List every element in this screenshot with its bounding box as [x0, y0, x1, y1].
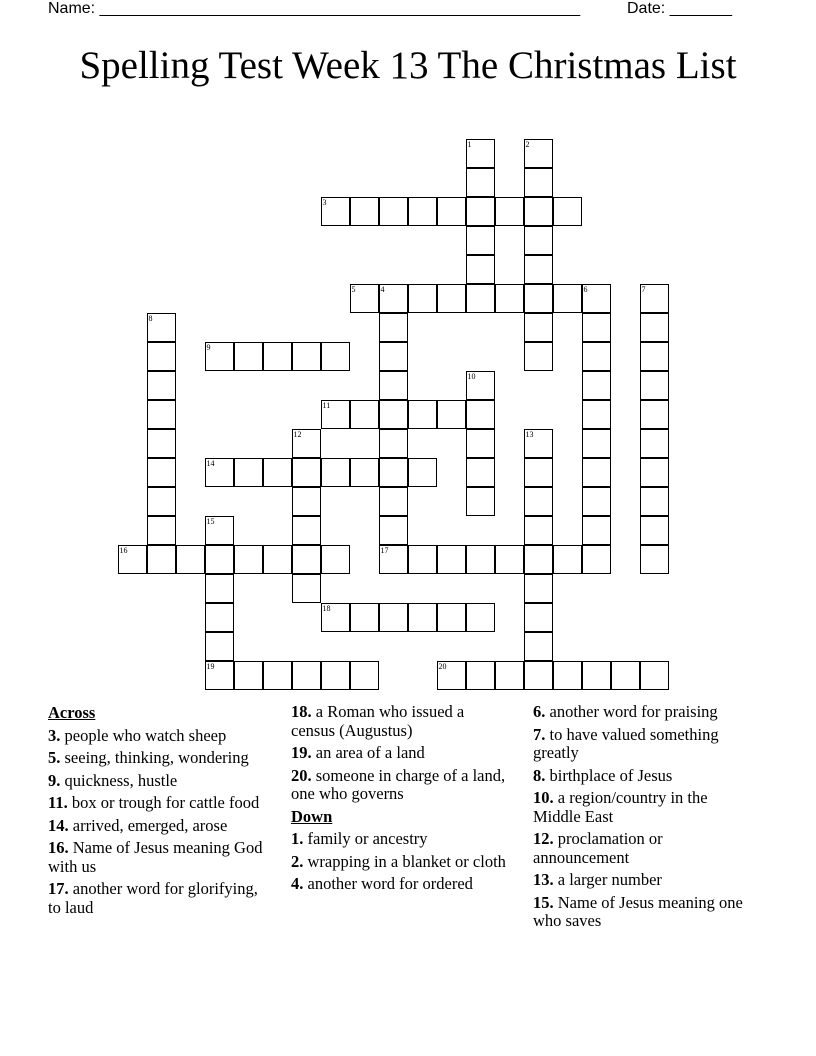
grid-cell[interactable] — [524, 516, 553, 545]
grid-cell[interactable] — [582, 661, 611, 690]
grid-cell[interactable] — [640, 487, 669, 516]
grid-cell[interactable] — [379, 545, 408, 574]
grid-cell[interactable] — [640, 342, 669, 371]
grid-cell[interactable] — [640, 661, 669, 690]
cell-number: 3 — [322, 197, 327, 207]
grid-cell[interactable] — [437, 400, 466, 429]
grid-cell[interactable] — [350, 603, 379, 632]
grid-cell[interactable] — [321, 458, 350, 487]
grid-cell[interactable] — [582, 429, 611, 458]
cell-number: 12 — [293, 429, 302, 439]
clues-column-1 — [48, 703, 263, 921]
grid-cell[interactable] — [495, 661, 524, 690]
grid-cell[interactable] — [292, 661, 321, 690]
clue-across-5: 5. seeing, thinking, wondering — [48, 748, 249, 767]
grid-cell[interactable] — [205, 458, 234, 487]
grid-cell[interactable] — [466, 226, 495, 255]
grid-cell[interactable] — [292, 429, 321, 458]
grid-cell[interactable] — [582, 400, 611, 429]
clue-across-3: 3. people who watch sheep — [48, 725, 227, 745]
grid-cell[interactable] — [408, 545, 437, 574]
clue-across-9: 9. quickness, hustle — [48, 770, 178, 790]
grid-cell[interactable] — [437, 545, 466, 574]
grid-cell[interactable] — [524, 632, 553, 661]
grid-cell[interactable] — [582, 284, 611, 313]
grid-cell[interactable] — [292, 516, 321, 545]
grid-cell[interactable] — [379, 197, 408, 226]
grid-cell[interactable] — [524, 545, 553, 574]
page-title: Spelling Test Week 13 The Christmas List — [79, 44, 737, 87]
grid-cell[interactable] — [147, 458, 176, 487]
clue-across-11: 11. box or trough for cattle food — [48, 793, 260, 812]
grid-cell[interactable] — [379, 429, 408, 458]
clue-down-6: 6. another word for praising — [533, 702, 718, 721]
clue-across-17: 17. another word for glorifying, to laud — [48, 879, 258, 917]
grid-cell[interactable] — [582, 371, 611, 400]
grid-cell[interactable] — [147, 313, 176, 342]
grid-cell[interactable] — [408, 458, 437, 487]
clue-across-16: 16. Name of Jesus meaning God with us — [48, 838, 263, 876]
grid-cell[interactable] — [524, 226, 553, 255]
grid-cell[interactable] — [234, 661, 263, 690]
grid-cell[interactable] — [379, 603, 408, 632]
cell-number: 9 — [206, 342, 211, 352]
grid-cell[interactable] — [466, 545, 495, 574]
grid-cell[interactable] — [524, 661, 553, 690]
clue-down-10: 10. a region/country in the Middle East — [533, 788, 708, 826]
grid-cell[interactable] — [408, 284, 437, 313]
clue-down-15: 15. Name of Jesus meaning one who saves — [533, 892, 743, 930]
grid-cell[interactable] — [437, 197, 466, 226]
grid-cell[interactable] — [408, 400, 437, 429]
date-field[interactable]: Date: _______ — [627, 0, 732, 17]
clue-across-14: 14. arrived, emerged, arose — [48, 815, 228, 835]
clue-across-19: 19. an area of a land — [291, 743, 425, 762]
grid-cell[interactable] — [466, 429, 495, 458]
cell-number: 8 — [148, 313, 153, 323]
grid-cell[interactable] — [321, 197, 350, 226]
clue-down-4: 4. another word for ordered — [291, 874, 473, 893]
grid-cell[interactable] — [292, 458, 321, 487]
grid-cell[interactable] — [640, 284, 669, 313]
grid-cell[interactable] — [524, 313, 553, 342]
grid-cell[interactable] — [582, 487, 611, 516]
grid-cell[interactable] — [524, 342, 553, 371]
grid-cell[interactable] — [205, 516, 234, 545]
cell-number: 1 — [467, 139, 472, 149]
grid-cell[interactable] — [524, 487, 553, 516]
grid-cell[interactable] — [205, 545, 234, 574]
grid-cell[interactable] — [611, 661, 640, 690]
grid-cell[interactable] — [495, 284, 524, 313]
grid-cell[interactable] — [147, 400, 176, 429]
grid-cell[interactable] — [292, 342, 321, 371]
cell-number: 7 — [641, 284, 646, 294]
grid-cell[interactable] — [321, 661, 350, 690]
grid-cell[interactable] — [263, 342, 292, 371]
name-field[interactable]: Name: ______________________________________________________ — [48, 0, 581, 17]
grid-cell[interactable] — [640, 313, 669, 342]
grid-cell[interactable] — [524, 284, 553, 313]
grid-cell[interactable] — [640, 545, 669, 574]
grid-cell[interactable] — [553, 545, 582, 574]
clues-column-2 — [291, 703, 506, 898]
grid-cell[interactable] — [466, 458, 495, 487]
grid-cell[interactable] — [147, 545, 176, 574]
cell-number: 20 — [438, 661, 447, 671]
grid-cell[interactable] — [640, 429, 669, 458]
grid-cell[interactable] — [234, 545, 263, 574]
grid-cell[interactable] — [292, 487, 321, 516]
grid-cell[interactable] — [379, 371, 408, 400]
grid-cell[interactable] — [379, 458, 408, 487]
cell-number: 15 — [206, 516, 215, 526]
grid-cell[interactable] — [205, 632, 234, 661]
grid-cell[interactable] — [466, 400, 495, 429]
grid-cell[interactable] — [379, 487, 408, 516]
grid-cell[interactable] — [524, 458, 553, 487]
clue-down-2: 2. wrapping in a blanket or cloth — [291, 851, 506, 871]
cell-number: 18 — [322, 603, 331, 613]
cell-number: 6 — [583, 284, 588, 294]
cell-number: 13 — [525, 429, 534, 439]
grid-cell[interactable] — [408, 197, 437, 226]
cell-number: 10 — [467, 371, 476, 381]
clue-down-12: 12. proclamation or announcement — [533, 829, 663, 867]
grid-cell[interactable] — [640, 371, 669, 400]
grid-cell[interactable] — [234, 342, 263, 371]
grid-cell[interactable] — [466, 168, 495, 197]
grid-cell[interactable] — [379, 313, 408, 342]
cell-number: 11 — [322, 400, 331, 410]
grid-cell[interactable] — [205, 574, 234, 603]
grid-cell[interactable] — [321, 342, 350, 371]
grid-cell[interactable] — [147, 516, 176, 545]
grid-cell[interactable] — [495, 197, 524, 226]
grid-cell[interactable] — [147, 342, 176, 371]
grid-cell[interactable] — [408, 603, 437, 632]
grid-cell[interactable] — [292, 574, 321, 603]
cell-number: 5 — [351, 284, 356, 294]
grid-cell[interactable] — [205, 342, 234, 371]
cell-number: 2 — [525, 139, 530, 149]
grid-cell[interactable] — [466, 603, 495, 632]
grid-cell[interactable] — [379, 400, 408, 429]
grid-cell[interactable] — [379, 342, 408, 371]
grid-cell[interactable] — [379, 516, 408, 545]
clue-across-18: 18. a Roman who issued a census (Augustus) — [291, 702, 465, 740]
cell-number: 16 — [119, 545, 128, 555]
grid-cell[interactable] — [524, 429, 553, 458]
grid-cell[interactable] — [176, 545, 205, 574]
grid-cell[interactable] — [263, 661, 292, 690]
grid-cell[interactable] — [553, 661, 582, 690]
grid-cell[interactable] — [147, 429, 176, 458]
grid-cell[interactable] — [466, 139, 495, 168]
grid-cell[interactable] — [495, 545, 524, 574]
grid-cell[interactable] — [350, 284, 379, 313]
clue-across-20: 20. someone in charge of a land, one who governs — [291, 765, 506, 803]
grid-cell[interactable] — [263, 545, 292, 574]
cell-number: 19 — [206, 661, 215, 671]
grid-cell[interactable] — [582, 313, 611, 342]
grid-cell[interactable] — [582, 458, 611, 487]
grid-cell[interactable] — [350, 400, 379, 429]
grid-cell[interactable] — [524, 574, 553, 603]
grid-cell[interactable] — [466, 284, 495, 313]
grid-cell[interactable] — [350, 458, 379, 487]
grid-cell[interactable] — [524, 168, 553, 197]
grid-cell[interactable] — [466, 487, 495, 516]
clues-column-3 — [533, 703, 753, 935]
grid-cell[interactable] — [321, 603, 350, 632]
grid-cell[interactable] — [379, 284, 408, 313]
grid-cell[interactable] — [466, 661, 495, 690]
grid-cell[interactable] — [524, 255, 553, 284]
grid-cell[interactable] — [350, 661, 379, 690]
grid-cell[interactable] — [437, 284, 466, 313]
grid-cell[interactable] — [640, 516, 669, 545]
grid-cell[interactable] — [582, 545, 611, 574]
grid-cell[interactable] — [147, 487, 176, 516]
grid-cell[interactable] — [437, 661, 466, 690]
header — [48, 0, 748, 18]
grid-cell[interactable] — [553, 197, 582, 226]
down-heading: Down — [291, 806, 333, 826]
clue-down-7: 7. to have valued something greatly — [533, 724, 719, 762]
grid-cell[interactable] — [524, 197, 553, 226]
grid-cell[interactable] — [263, 458, 292, 487]
grid-cell[interactable] — [147, 371, 176, 400]
grid-cell[interactable] — [118, 545, 147, 574]
cell-number: 4 — [380, 284, 385, 294]
grid-cell[interactable] — [582, 342, 611, 371]
grid-cell[interactable] — [640, 458, 669, 487]
grid-cell[interactable] — [466, 255, 495, 284]
grid-cell[interactable] — [524, 139, 553, 168]
across-heading: Across — [48, 703, 96, 722]
grid-cell[interactable] — [582, 516, 611, 545]
grid-cell[interactable] — [205, 603, 234, 632]
cell-number: 14 — [206, 458, 215, 468]
grid-cell[interactable] — [350, 197, 379, 226]
grid-cell[interactable] — [437, 603, 466, 632]
grid-cell[interactable] — [234, 458, 263, 487]
grid-cell[interactable] — [321, 545, 350, 574]
grid-cell[interactable] — [321, 400, 350, 429]
grid-cell[interactable] — [466, 371, 495, 400]
clue-down-1: 1. family or ancestry — [291, 829, 428, 848]
grid-cell[interactable] — [466, 197, 495, 226]
grid-cell[interactable] — [205, 661, 234, 690]
cell-number: 17 — [380, 545, 389, 555]
clue-down-13: 13. a larger number — [533, 870, 662, 889]
grid-cell[interactable] — [553, 284, 582, 313]
grid-cell[interactable] — [640, 400, 669, 429]
clue-down-8: 8. birthplace of Jesus — [533, 765, 673, 785]
grid-cell[interactable] — [292, 545, 321, 574]
grid-cell[interactable] — [524, 603, 553, 632]
